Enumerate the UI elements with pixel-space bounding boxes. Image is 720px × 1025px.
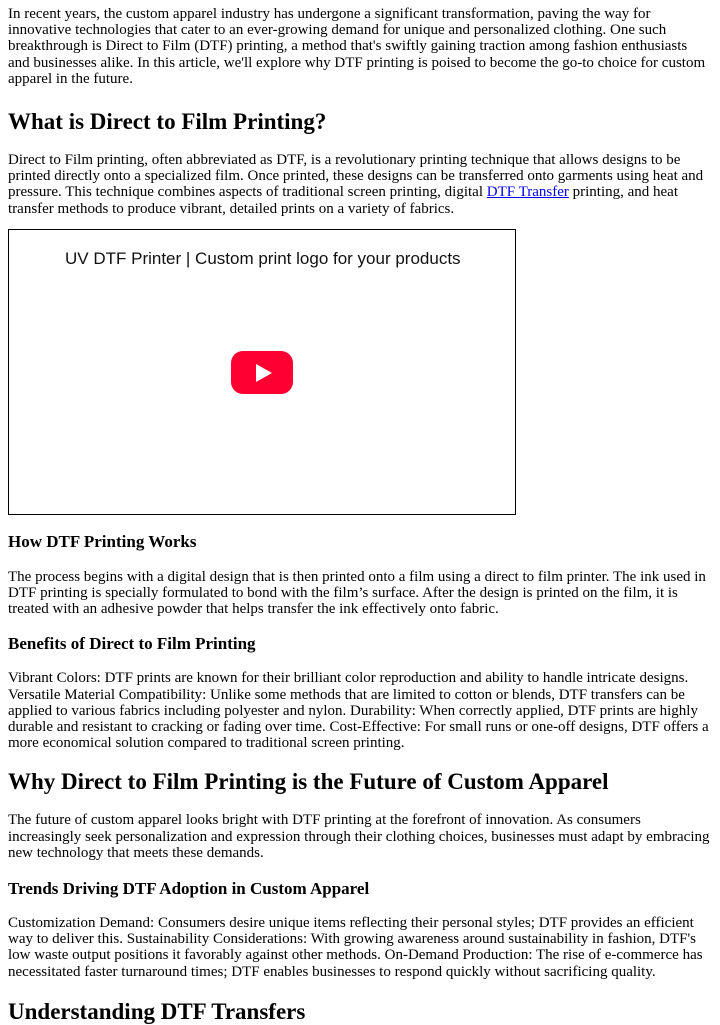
trends-paragraph: Customization Demand: Consumers desire unique items reflecting their personal styles; DTF provides an efficient way to deliver this. Sustainability Considerations: With growing awareness around sustainability in fashion, DTF's low waste output positions it favorably against other methods. On-Demand Production: The rise of e-commerce has necessitated faster turnaround times; DTF enables businesses to respond quickly without sacrificing quality. — [8, 915, 703, 980]
benefits-paragraph: Vibrant Colors: DTF prints are known for their brilliant color reproduction and ability to handle intricate designs. Versatile Material Compatibility: Unlike some methods that are limited to cotton or blends, DTF transfers can be applied to various fabrics including polyester and nylon. Durability: When correctly applied, DTF prints are highly durable and resistant to cracking or fading over time. Cost-Effective: For small runs or one-off designs, DTF offers a more economical solution compared to traditional screen printing. — [8, 670, 709, 752]
heading-trends: Trends Driving DTF Adoption in Custom Apparel — [8, 879, 370, 899]
how-dtf-works-paragraph: The process begins with a digital design that is then printed onto a film using a direct to film printer. The ink used in DTF printing is specially formulated to bond with the film’s surface. After the design is printed on the film, it is treated with an adhesive powder that helps transfer the ink effectively onto fabric. — [8, 568, 706, 618]
video-embed[interactable] — [8, 229, 516, 515]
heading-how-dtf-works: How DTF Printing Works — [8, 531, 197, 551]
heading-understanding-dtf: Understanding DTF Transfers — [8, 998, 306, 1024]
video-title[interactable]: UV DTF Printer | Custom print logo for your products — [65, 248, 461, 268]
what-is-dtf-paragraph — [8, 152, 712, 217]
what-text-before: Direct to Film printing, often abbreviated as DTF, is a revolutionary printing technique that allows designs to be printed directly onto a specialized film. Once printed, these designs can be transferred onto garments using heat and pressure. This technique combines aspects of traditional screen printing, digital — [8, 152, 704, 201]
heading-what-is-dtf: What is Direct to Film Printing? — [8, 109, 327, 135]
play-icon[interactable] — [231, 351, 293, 394]
what-text-after: printing, and heat transfer methods to produce vibrant, detailed prints on a variety of fabrics. — [8, 184, 678, 217]
intro-paragraph: In recent years, the custom apparel industry has undergone a significant transformation, paving the way for innovative technologies that cater to an ever-growing demand for unique and personalized clothing. One such breakthrough is Direct to Film (DTF) printing, a method that's swiftly gaining traction among fashion enthusiasts and businesses alike. In this article, we'll explore why DTF printing is poised to become the go-to choice for custom apparel in the future. — [8, 6, 706, 87]
dtf-transfer-link[interactable]: DTF Transfer — [486, 184, 569, 201]
why-future-paragraph: The future of custom apparel looks bright with DTF printing at the forefront of innovation. As consumers increasingly seek personalization and expression through their clothing choices, businesses must adapt by embracing new technology that meets these demands. — [8, 812, 710, 861]
heading-benefits: Benefits of Direct to Film Printing — [8, 634, 256, 654]
heading-why-future: Why Direct to Film Printing is the Future of Custom Apparel — [8, 769, 609, 795]
